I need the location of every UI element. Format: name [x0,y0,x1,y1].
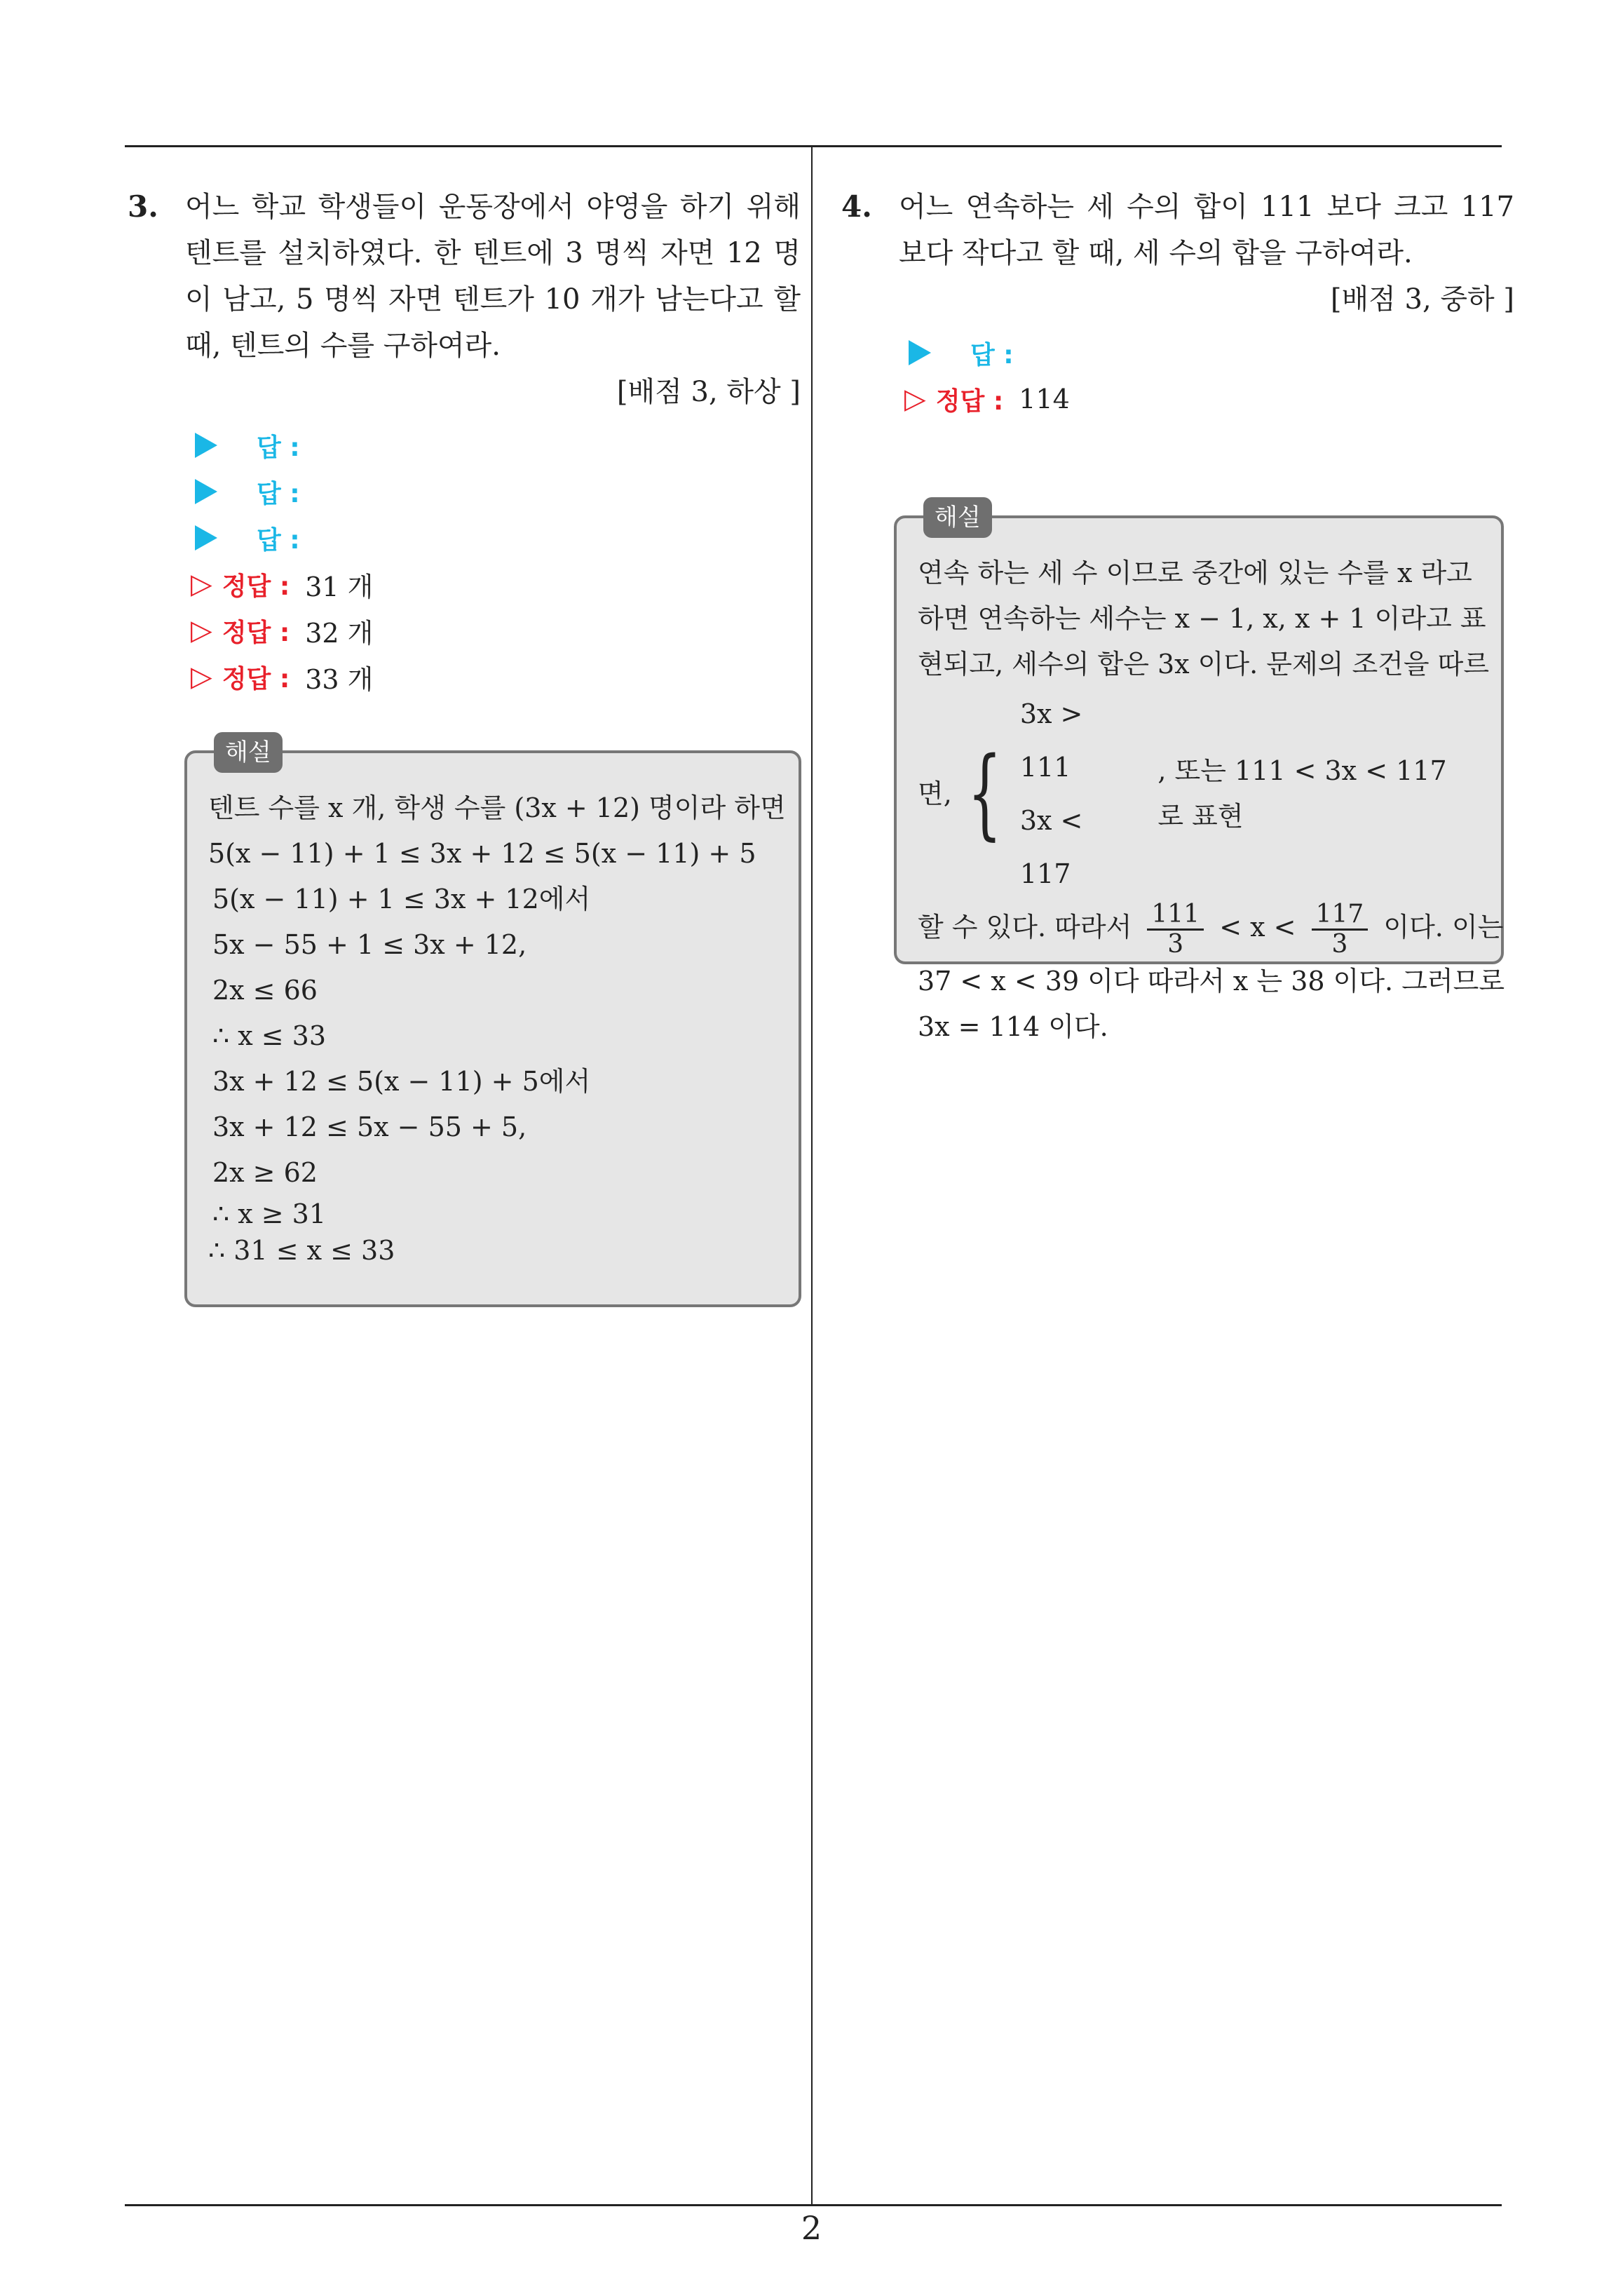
solution-line: ∴ x ≥ 31 [212,1198,327,1229]
key-row [191,654,801,700]
solution-line: ∴ x ≤ 33 [212,1020,327,1051]
key-label: 정답 : [222,664,290,694]
key-label: 정답 : [222,572,290,601]
fraction [1312,900,1369,959]
outline-triangle-icon: ▷ [191,614,212,647]
fraction-numerator: 117 [1312,900,1369,931]
score-meta: [배점 3, 중하 ] [1330,283,1514,316]
system-row: 3x < 117 [1019,805,1083,889]
answer-label: 답 : [257,525,300,555]
solution-text: 이다. 이는 [1383,912,1504,943]
outline-triangle-icon: ▷ [191,568,212,600]
question-3 [128,184,801,700]
solution-line: 연속 하는 세 수 이므로 중간에 있는 수를 x 라고 [918,558,1472,588]
solution-line: 3x = 114 이다. [918,1011,1108,1042]
question-4 [841,184,1514,422]
solution-box-3 [184,738,801,1307]
answer-area [191,422,801,700]
outline-triangle-icon: ▷ [191,661,212,693]
solution-tag: 해설 [214,732,283,773]
page-number: 2 [801,2209,822,2247]
question-3-body [128,184,801,415]
question-text: 어느 학교 학생들이 운동장에서 야영을 하기 위해 텐트를 설치하였다. 한 텐트에 3 명씩 자면 12 명이 남고, 5 명씩 자면 텐트가 10 개가 남는다고 할 때, 텐트의 수를 구하여라. [185,191,801,362]
answer-row[interactable] [191,468,801,515]
score-meta: [배점 3, 하상 ] [616,376,801,408]
fraction-denominator: 3 [1331,930,1348,959]
answer-row[interactable] [904,330,1514,376]
solution-line: 3x + 12 ≤ 5x − 55 + 5, [212,1112,527,1142]
solution-line: 2x ≥ 62 [212,1157,318,1188]
inequality-system [918,687,1480,900]
key-value: 114 [1019,384,1070,414]
solution-box-4 [894,504,1505,1042]
fraction-numerator: 111 [1147,900,1204,931]
system-rows [1020,687,1122,900]
bottom-rule [125,2204,1502,2206]
solution-line: 37 < x < 39 이다 따라서 x 는 38 이다. 그러므로 [918,966,1505,997]
key-row [191,561,801,607]
solution-line: 텐트 수를 x 개, 학생 수를 (3x + 12) 명이라 하면 [208,792,786,823]
question-text: 어느 연속하는 세 수의 합이 111 보다 크고 117 보다 작다고 할 때, 세 수의 합을 구하여라. [899,191,1514,269]
play-triangle-icon [195,433,217,458]
solution-line: 5(x − 11) + 1 ≤ 3x + 12에서 [212,884,591,914]
left-brace: { [967,736,1002,851]
answer-row[interactable] [191,515,801,561]
answer-label: 답 : [257,479,300,508]
fraction-denominator: 3 [1167,930,1184,959]
key-value: 33 개 [305,663,374,695]
system-row: 3x > 111 [1019,698,1083,783]
question-number: 4. [841,189,872,224]
solution-text: , 또는 111 < 3x < 117 로 표현 [1157,755,1447,832]
answer-label: 답 : [970,340,1014,370]
key-label: 정답 : [935,386,1004,416]
play-triangle-icon [195,479,217,504]
column-divider [811,146,813,2206]
answer-label: 답 : [257,433,300,462]
top-rule [125,145,1502,147]
key-row [904,376,1514,422]
answer-area [904,330,1514,422]
play-triangle-icon [195,525,217,551]
outline-triangle-icon: ▷ [904,383,926,415]
key-value: 32 개 [305,617,374,649]
solution-text: 할 수 있다. 따라서 [918,912,1132,943]
solution-line: 하면 연속하는 세수는 x − 1, x, x + 1 이라고 표 [918,603,1486,634]
solution-line: 2x ≤ 66 [212,975,318,1006]
question-4-body [841,184,1514,323]
solution-line: ∴ 31 ≤ x ≤ 33 [208,1235,395,1266]
solution-line: 현되고, 세수의 합은 3x 이다. 문제의 조건을 따르 [918,649,1490,680]
answer-row[interactable] [191,422,801,468]
solution-tag: 해설 [923,497,992,538]
solution-line: 3x + 12 ≤ 5(x − 11) + 5에서 [212,1066,591,1097]
solution-line: 5(x − 11) + 1 ≤ 3x + 12 ≤ 5(x − 11) + 5 [208,838,756,869]
key-row [191,607,801,654]
solution-text: < x < [1219,912,1296,943]
question-number: 3. [128,189,158,224]
fraction [1147,900,1204,959]
solution-line [918,900,1504,959]
solution-line: 5x − 55 + 1 ≤ 3x + 12, [212,929,527,960]
solution-text: 면, [918,778,952,809]
key-label: 정답 : [222,618,290,647]
key-value: 31 개 [305,571,374,602]
play-triangle-icon [909,340,931,365]
